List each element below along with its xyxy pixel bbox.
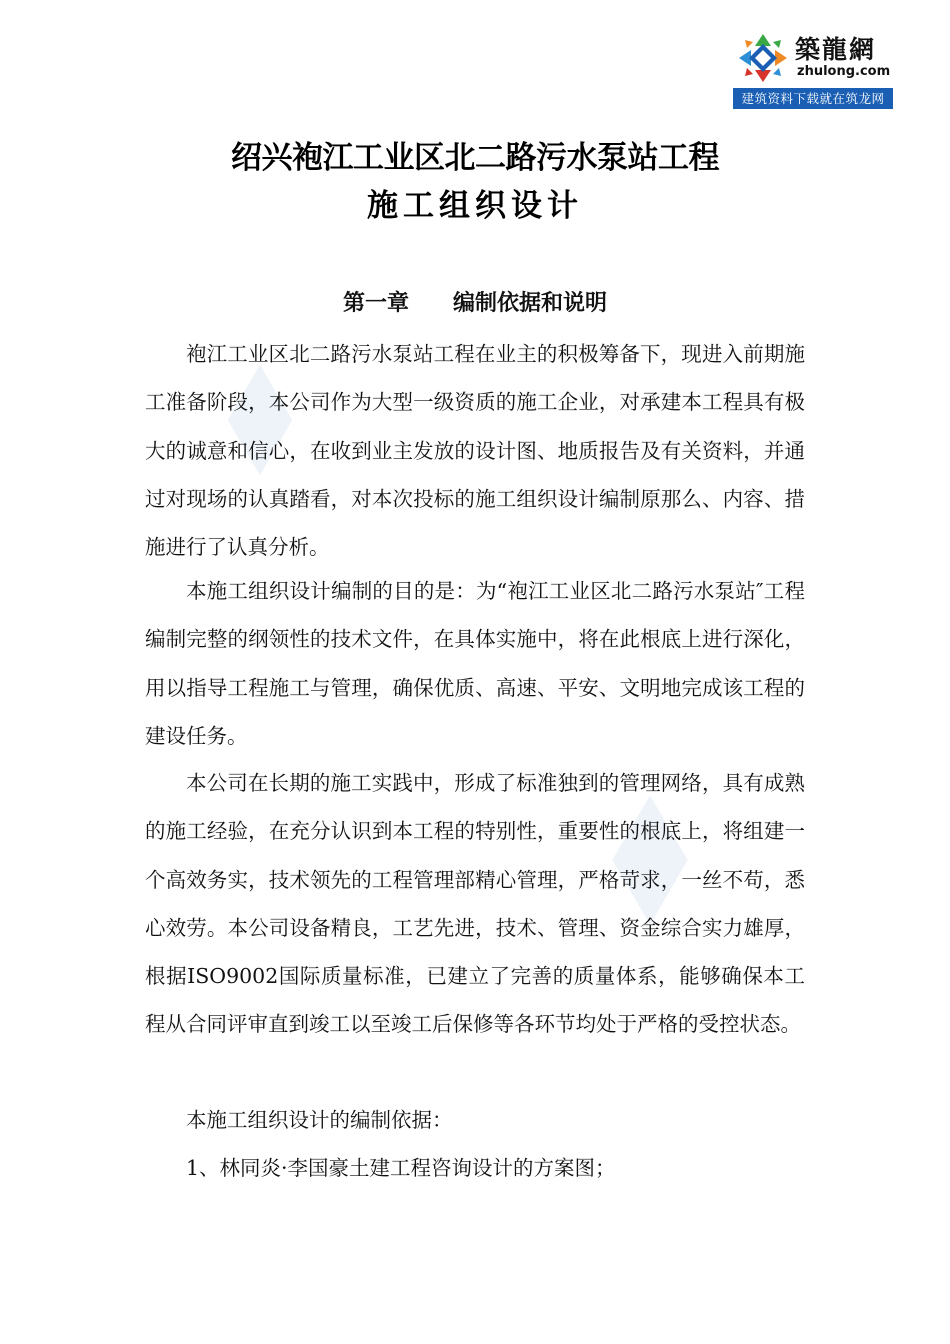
zhulong-logo (733, 28, 893, 110)
chapter-title: 编制依据和说明 (453, 291, 608, 316)
body-paragraph: 袍江工业区北二路污水泵站工程在业主的积极筹备下，现进入前期施工准备阶段，本公司作为大型一级资质的施工企业，对承建本工程具有极大的诚意和信心，在收到业主发放的设计图、地质报告及有关资料，并通过对现场的认真踏看，对本次投标的施工组织设计编制原那么、内容、措施进行了认真分析。 (145, 342, 805, 560)
chapter-heading (0, 286, 950, 317)
list-item: 1、林同炎·李国豪土建工程咨询设计的方案图； (186, 1156, 616, 1180)
body-paragraph: 本施工组织设计的编制依据： (186, 1108, 453, 1132)
logo-header (733, 28, 893, 86)
document-title: 绍兴袍江工业区北二路污水泵站工程 (231, 140, 719, 176)
logo-domain: zhulong.com (797, 64, 891, 79)
body-paragraph: 本施工组织设计编制的目的是：为“袍江工业区北二路污水泵站″工程编制完整的纲领性的技术文件，在具体实施中，将在此根底上进行深化，用以指导工程施工与管理，确保优质、高速、平安、文明地完成该工程的建设任务。 (145, 579, 805, 748)
chapter-number: 第一章 (342, 291, 409, 316)
logo-mark-icon (737, 32, 789, 84)
logo-banner: 建筑资料下载就在筑龙网 (733, 88, 893, 109)
document-subtitle: 施工组织设计 (367, 188, 583, 224)
body-paragraph: 本公司在长期的施工实践中，形成了标准独到的管理网络，具有成熟的施工经验，在充分认识到本工程的特别性，重要性的根底上，将组建一个高效务实，技术领先的工程管理部精心管理，严格苛求，一丝不苟，悉心效劳。本公司设备精良，工艺先进，技术、管理、资金综合实力雄厚，根据ISO9002国际质量标准，已建立了完善的质量体系，能够确保本工程从合同评审直到竣工以至竣工后保修等各环节均处于严格的受控状态。 (145, 771, 805, 1037)
logo-chinese-name: 築龍網 (795, 35, 877, 64)
